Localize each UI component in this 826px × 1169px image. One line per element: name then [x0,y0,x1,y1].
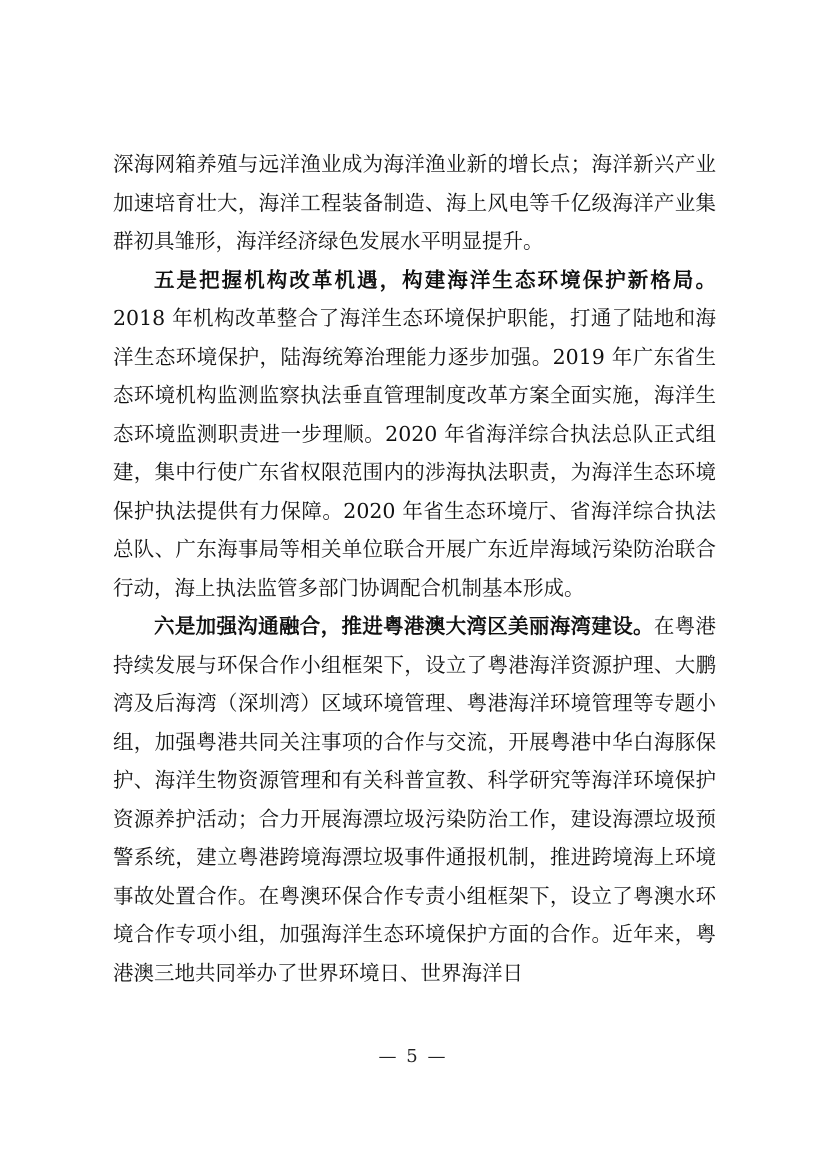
paragraph-text: 在粤港持续发展与环保合作小组框架下，设立了粤港海洋资源护理、大鹏湾及后海湾（深圳湾）区域环境管理、粤港海洋环境管理等专题小组，加强粤港共同关注事项的合作与交流，开展粤港中华白海豚保护、海洋生物资源管理和有关科普宣教、科学研究等海洋环境保护资源养护活动；合力开展海漂垃圾污染防治工作，建设海漂垃圾预警系统，建立粤港跨境海漂垃圾事件通报机制，推进跨境海上环境事故处置合作。在粤澳环保合作专责小组框架下，设立了粤澳水环境合作专项小组，加强海洋生态环境保护方面的合作。近年来，粤港澳三地共同举办了世界环境日、世界海洋日 [113,614,717,985]
page-number: — 5 — [378,1046,448,1067]
paragraph-institutional-reform [113,261,716,608]
paragraph-lead-heading: 六是加强沟通融合，推进粤港澳大湾区美丽海湾建设。 [154,614,654,638]
paragraph-lead-heading: 五是把握机构改革机遇，构建海洋生态环境保护新格局。 [154,267,716,292]
paragraph-text: 2018 年机构改革整合了海洋生态环境保护职能，打通了陆地和海洋生态环境保护，陆海统筹治理能力逐步加强。2019 年广东省生态环境机构监测监察执法垂直管理制度改革方案全面实施，海洋生态环境监测职责进一步理顺。2020 年省海洋综合执法总队正式组建，集中行使广东省权限范围内的涉海执法职责，为海洋生态环境保护执法提供有力保障。2020 年省生态环境厅、省海洋综合执法总队、广东海事局等相关单位联合开展广东近岸海域污染防治联合行动，海上执法监管多部门协调配合机制基本形成。 [113,306,716,600]
paragraph-continuation [113,145,716,261]
paragraph-greater-bay-area [113,607,716,992]
paragraph-text: 深海网箱养殖与远洋渔业成为海洋渔业新的增长点；海洋新兴产业加速培育壮大，海洋工程装备制造、海上风电等千亿级海洋产业集群初具雏形，海洋经济绿色发展水平明显提升。 [113,152,716,253]
document-body [113,145,716,992]
